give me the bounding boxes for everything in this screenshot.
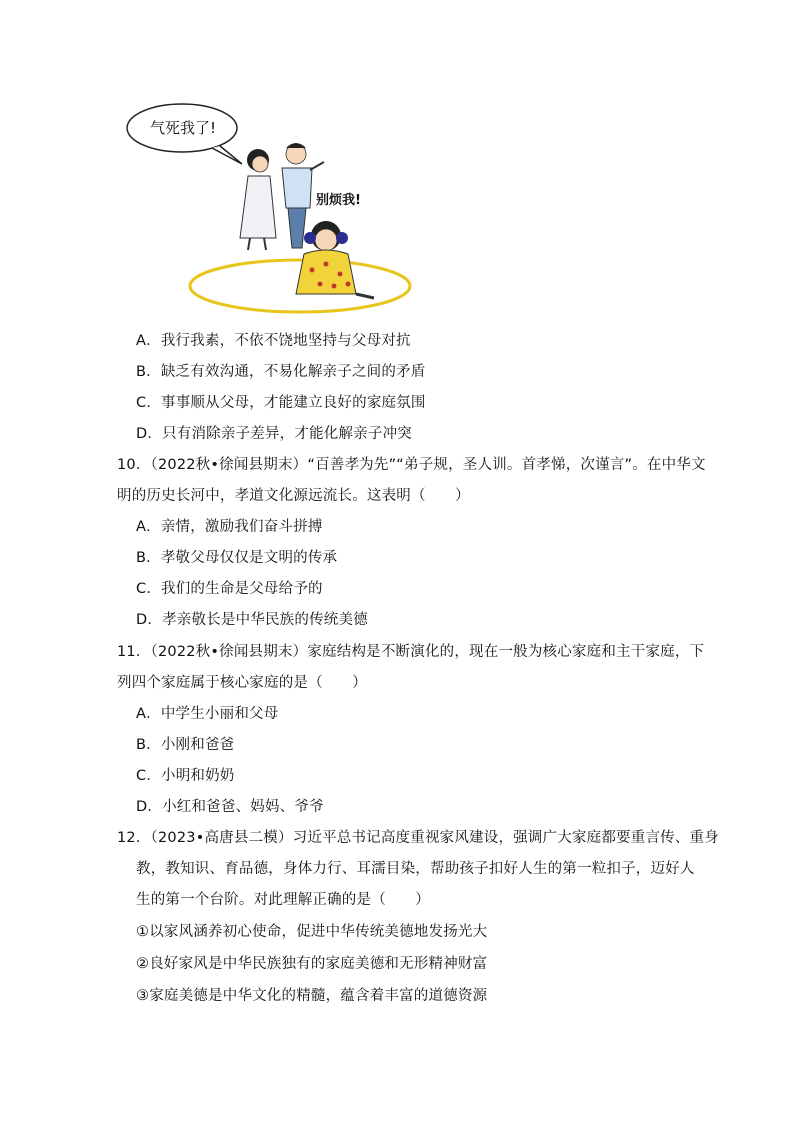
q12-stem-line3: 生的第一个台阶。对此理解正确的是（ ） — [136, 892, 430, 908]
q11-option-a: A．中学生小丽和父母 — [136, 706, 279, 722]
q11-option-d: D．小红和爸爸、妈妈、爷爷 — [136, 799, 324, 815]
mother-figure — [240, 149, 276, 250]
cartoon-illustration — [120, 98, 420, 316]
q11-stem-line2: 列四个家庭属于核心家庭的是（ ） — [117, 675, 367, 691]
q12-statement-1: ①以家风涵养初心使命，促进中华传统美德地发扬光大 — [136, 924, 488, 940]
q10-option-d: D．孝亲敬长是中华民族的传统美德 — [136, 612, 368, 628]
speech-bubble-text: 气死我了! — [150, 119, 217, 137]
q9-option-d: D．只有消除亲子差异，才能化解亲子冲突 — [136, 426, 412, 442]
q11-option-c: C．小明和奶奶 — [136, 768, 235, 784]
q12-stem-line1: 12．（2023•高唐县二模）习近平总书记高度重视家风建设，强调广大家庭都要重言传、重身 — [117, 830, 719, 846]
q10-stem-line2: 明的历史长河中，孝道文化源远流长。这表明（ ） — [117, 488, 470, 504]
q9-option-a: A．我行我素，不依不饶地坚持与父母对抗 — [136, 333, 411, 349]
q12-statement-3: ③家庭美德是中华文化的精髓，蕴含着丰富的道德资源 — [136, 988, 488, 1004]
q12-statement-2: ②良好家风是中华民族独有的家庭美德和无形精神财富 — [136, 956, 488, 972]
q10-option-a: A．亲情，激励我们奋斗拼搏 — [136, 519, 323, 535]
q12-stem-line2: 教，教知识、育品德，身体力行、耳濡目染，帮助孩子扣好人生的第一粒扣子，迈好人 — [136, 861, 695, 877]
q9-option-b: B．缺乏有效沟通，不易化解亲子之间的矛盾 — [136, 364, 426, 380]
q11-stem-line1: 11．（2022秋•徐闻县期末）家庭结构是不断演化的，现在一般为核心家庭和主干家庭，下 — [117, 644, 705, 660]
child-caption: 别烦我! — [316, 193, 361, 208]
q9-option-c: C．事事顺从父母，才能建立良好的家庭氛围 — [136, 395, 426, 411]
q10-stem-line1: 10．（2022秋•徐闻县期末）“百善孝为先”“弟子规，圣人训。首孝悌，次谨言”。在中华文 — [117, 457, 706, 473]
q10-option-b: B．孝敬父母仅仅是文明的传承 — [136, 550, 338, 566]
q11-option-b: B．小刚和爸爸 — [136, 737, 235, 753]
q10-option-c: C．我们的生命是父母给予的 — [136, 581, 323, 597]
